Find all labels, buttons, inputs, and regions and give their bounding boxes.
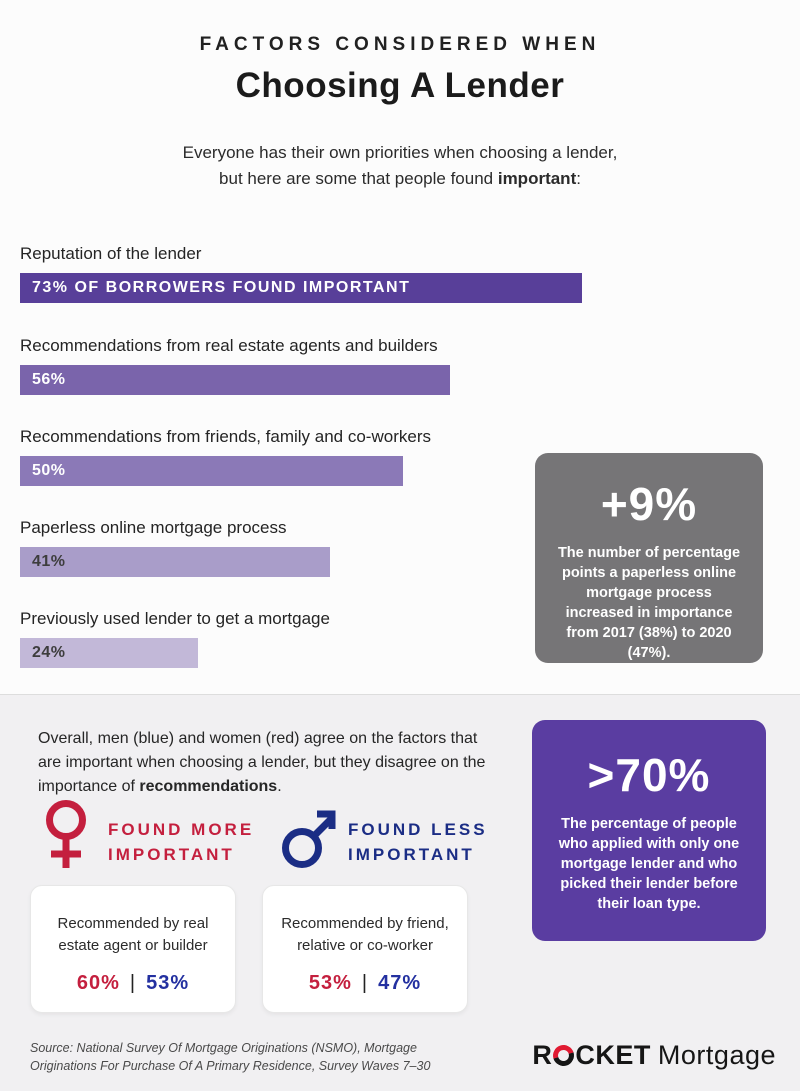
callout-body: The percentage of people who applied with only one mortgage lender and who picked their lender before their loan type. — [558, 816, 740, 912]
callout-paperless-increase — [535, 453, 763, 663]
stat-card-friend — [262, 885, 468, 1013]
page-title: Choosing A Lender — [235, 66, 565, 105]
bar-group-reputation — [20, 244, 582, 303]
gender-intro-text: Overall, men (blue) and women (red) agree on the factors that are important when choosing a lender, but they disagree on the importance of recommendations. — [38, 730, 486, 795]
bar-label: Previously used lender to get a mortgage — [20, 609, 330, 628]
stat-card-title: Recommended by friend, relative or co-worker — [281, 915, 449, 954]
stat-card-values — [263, 972, 467, 995]
male-value: 53% — [146, 972, 190, 994]
subtitle-line-2: but here are some that people found important: — [219, 169, 581, 188]
bar-group-previous-lender — [20, 609, 330, 668]
subtitle-line-1: Everyone has their own priorities when choosing a lender, — [182, 143, 618, 162]
stat-card-values — [31, 972, 235, 995]
female-label-line-1: FOUND MORE — [108, 820, 255, 839]
bar-label: Reputation of the lender — [20, 244, 202, 263]
kicker-text: FACTORS CONSIDERED WHEN — [199, 34, 601, 55]
source-line-2: Originations For Purchase Of A Primary Residence, Survey Waves 7–30 — [30, 1059, 431, 1073]
logo-text-cket: CKET — [575, 1040, 651, 1070]
value-separator: | — [129, 972, 137, 994]
source-citation — [30, 1039, 480, 1075]
male-label — [348, 817, 488, 867]
logo-text-mortgage: Mortgage — [657, 1040, 776, 1070]
bar-fill-previous-lender: 24% — [20, 638, 198, 668]
female-value: 53% — [308, 972, 352, 994]
stat-card-agent — [30, 885, 236, 1013]
male-label-line-2: IMPORTANT — [348, 845, 475, 864]
female-value: 60% — [76, 972, 120, 994]
bar-label: Recommendations from friends, family and co-workers — [20, 427, 431, 446]
callout-one-lender — [532, 720, 766, 941]
bar-label: Recommendations from real estate agents and builders — [20, 336, 438, 355]
callout-headline: >70% — [587, 749, 711, 801]
bar-fill-agent-recommendations: 56% — [20, 365, 450, 395]
subtitle — [0, 140, 800, 192]
bar-label: Paperless online mortgage process — [20, 518, 287, 537]
bar-fill-paperless: 41% — [20, 547, 330, 577]
value-separator: | — [361, 972, 369, 994]
bar-fill-friend-recommendations: 50% — [20, 456, 403, 486]
female-label — [108, 817, 254, 867]
male-sign-icon — [281, 807, 339, 869]
bar-fill-reputation: 73% OF BORROWERS FOUND IMPORTANT — [20, 273, 582, 303]
callout-body: The number of percentage points a paperless online mortgage process increased in importance from 2017 (38%) to 2020 (47%). — [557, 545, 741, 661]
source-line-1: Source: National Survey Of Mortgage Originations (NSMO), Mortgage — [30, 1041, 417, 1055]
female-label-line-2: IMPORTANT — [108, 845, 235, 864]
rocket-mortgage-logo — [532, 1040, 776, 1071]
male-label-line-1: FOUND LESS — [348, 820, 488, 839]
male-value: 47% — [378, 972, 422, 994]
bar-group-agent-recommendations — [20, 336, 450, 395]
stat-card-title: Recommended by real estate agent or builder — [57, 915, 209, 954]
logo-text-r: R — [532, 1040, 553, 1070]
rocket-o-icon — [550, 1041, 578, 1069]
callout-headline: +9% — [600, 478, 698, 530]
bar-group-paperless — [20, 518, 330, 577]
bar-group-friend-recommendations — [20, 427, 431, 486]
female-sign-icon — [42, 799, 89, 871]
